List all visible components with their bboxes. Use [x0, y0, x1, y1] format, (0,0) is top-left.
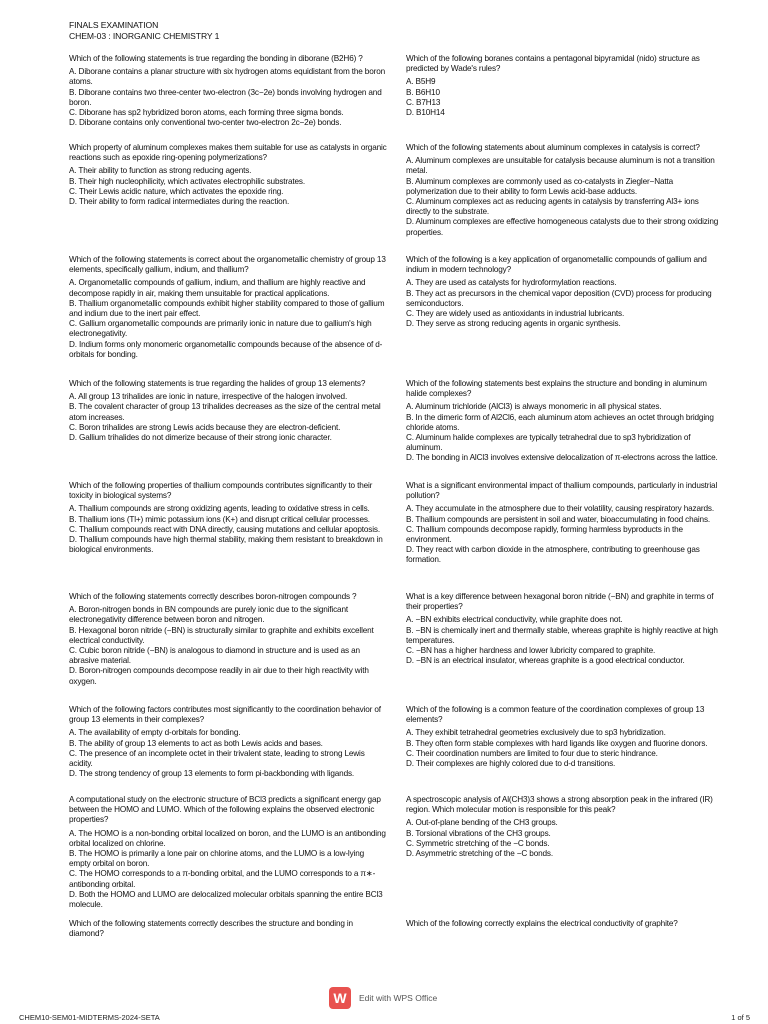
question-block [69, 705, 387, 779]
question-block [69, 255, 387, 360]
answer-option: A. They exhibit tetrahedral geometries exclusively due to sp3 hybridization. [406, 728, 666, 738]
answer-option: C. Diborane has sp2 hybridized boron atoms, each forming three sigma bonds. [69, 108, 344, 118]
answer-option: D. Their ability to form radical intermediates during the reaction. [69, 197, 290, 207]
question-text: Which of the following statements about aluminum complexes in catalysis is correct? [406, 143, 700, 152]
answer-option: B. Aluminum complexes are commonly used as co-catalysts in Ziegler−Natta polymerization due to their ability to form Lewis acid-base adducts. [406, 176, 674, 196]
question-block [406, 481, 724, 566]
question-block [406, 379, 724, 464]
question-block [406, 255, 724, 329]
question-block [406, 592, 724, 666]
footer-page-number: 1 of 5 [731, 1013, 750, 1022]
answer-option: D. Thallium compounds have high thermal stability, making them resistant to breakdown in biological environments. [69, 535, 383, 555]
answer-option: B. Torsional vibrations of the CH3 groups. [406, 828, 551, 838]
question-text: Which of the following statements is correct about the organometallic chemistry of group 13 elements, specifically gallium, indium, and thallium? [69, 255, 386, 275]
answer-option: B. Diborane contains two three-center two-electron (3c−2e) bonds involving hydrogen and boron. [69, 87, 382, 107]
answer-option: C. Their coordination numbers are limited to four due to steric hindrance. [406, 748, 658, 758]
answer-option: D. The strong tendency of group 13 elements to form pi-backbonding with ligands. [69, 769, 355, 779]
question-text: Which of the following statements correctly describes boron-nitrogen compounds ? [69, 592, 357, 601]
question-text: Which of the following correctly explains the electrical conductivity of graphite? [406, 919, 678, 928]
answer-option: D. B10H14 [406, 108, 445, 118]
question-block [69, 919, 387, 942]
question-text: Which of the following is a common feature of the coordination complexes of group 13 elements? [406, 705, 705, 725]
answer-option: B. B6H10 [406, 87, 440, 97]
answer-option: A. Aluminum trichloride (AlCl3) is always monomeric in all physical states. [406, 402, 662, 412]
answer-option: C. Thallium compounds decompose rapidly, forming harmless byproducts in the environment. [406, 524, 683, 545]
answer-option: D. Indium forms only monomeric organometallic compounds because of the absence of d-orbitals for bonding. [69, 339, 383, 359]
answer-option: C. Cubic boron nitride (−BN) is analogous to diamond in structure and is used as an abrasive material. [69, 646, 360, 666]
question-text: Which of the following statements correctly describes the structure and bonding in diamond? [69, 919, 353, 939]
answer-option: A. Boron-nitrogen bonds in BN compounds are purely ionic due to the significant electronegativity difference between boron and nitrogen. [69, 605, 348, 625]
question-text: Which of the following statements is true regarding the bonding in diborane (B2H6) ? [69, 54, 363, 63]
question-text: Which of the following is a key application of organometallic compounds of gallium and indium in modern technology? [406, 255, 707, 275]
answer-option: C. Aluminum halide complexes are typically tetrahedral due to sp3 hybridization of aluminum. [406, 433, 691, 453]
answer-option: A. They are used as catalysts for hydroformylation reactions. [406, 278, 617, 288]
answer-option: B. The covalent character of group 13 trihalides decreases as the size of the central metal atom increases. [69, 402, 381, 422]
question-block [69, 379, 387, 443]
exam-title: FINALS EXAMINATION [69, 20, 159, 30]
answer-option: B. In the dimeric form of Al2Cl6, each aluminum atom achieves an octet through bridging chloride atoms. [406, 412, 714, 432]
answer-option: B. Thallium ions (Tl+) mimic potassium ions (K+) and disrupt critical cellular processes. [69, 514, 370, 524]
wps-logo-icon: W [329, 987, 351, 1009]
answer-option: A. Aluminum complexes are unsuitable for catalysis because aluminum is not a transition metal. [406, 156, 715, 176]
answer-option: D. The bonding in AlCl3 involves extensive delocalization of π-electrons across the lattice. [406, 453, 718, 463]
answer-option: D. They react with carbon dioxide in the atmosphere, contributing to greenhouse gas formation. [406, 545, 700, 565]
answer-option: A. The HOMO is a non-bonding orbital localized on boron, and the LUMO is an antibonding orbital localized on chlorine. [69, 828, 386, 848]
answer-option: C. Boron trihalides are strong Lewis acids because they are electron-deficient. [69, 422, 341, 432]
answer-option: B. They act as precursors in the chemical vapor deposition (CVD) process for producing semiconductors. [406, 288, 712, 308]
question-block [69, 592, 387, 687]
question-block [69, 54, 387, 128]
answer-option: B. Hexagonal boron nitride (−BN) is structurally similar to graphite and exhibits excellent electrical conductivity. [69, 625, 374, 645]
answer-option: A. They accumulate in the atmosphere due to their volatility, causing respiratory hazards. [406, 504, 714, 514]
answer-option: C. The presence of an incomplete octet in their trivalent state, leading to strong Lewis acidity. [69, 748, 365, 769]
question-text: Which of the following statements is true regarding the halides of group 13 elements? [69, 379, 366, 388]
answer-option: C. B7H13 [406, 97, 441, 107]
answer-option: D. Diborane contains only conventional two-center two-electron 2c−2e) bonds. [69, 118, 342, 128]
question-block [406, 54, 724, 118]
question-block [406, 919, 724, 932]
question-text: Which property of aluminum complexes makes them suitable for use as catalysts in organic reactions such as epoxide ring-opening polymerizations? [69, 143, 387, 163]
answer-option: A. Their ability to function as strong reducing agents. [69, 166, 252, 176]
answer-option: C. Aluminum complexes act as reducing agents in catalysis by transferring Al3+ ions directly to the substrate. [406, 197, 699, 217]
answer-option: C. Thallium compounds react with DNA directly, causing mutations and cellular apoptosis. [69, 524, 380, 534]
question-text: Which of the following properties of thallium compounds contributes significantly to their toxicity in biological systems? [69, 481, 373, 501]
answer-option: C. They are widely used as antioxidants in industrial lubricants. [406, 309, 625, 319]
question-block [69, 143, 387, 207]
answer-option: D. Asymmetric stretching of the −C bonds. [406, 849, 553, 859]
question-block [69, 481, 387, 555]
answer-option: B. The HOMO is primarily a lone pair on chlorine atoms, and the LUMO is a low-lying empty orbital on boron. [69, 849, 365, 869]
course-title: CHEM-03 : INORGANIC CHEMISTRY 1 [69, 31, 220, 41]
answer-option: B. Thallium compounds are persistent in soil and water, bioaccumulating in food chains. [406, 514, 711, 524]
answer-option: D. −BN is an electrical insulator, whereas graphite is a good electrical conductor. [406, 656, 685, 666]
answer-option: B. They often form stable complexes with hard ligands like oxygen and fluorine donors. [406, 738, 708, 748]
answer-option: A. −BN exhibits electrical conductivity, while graphite does not. [406, 615, 623, 625]
answer-option: D. They serve as strong reducing agents in organic synthesis. [406, 319, 621, 329]
question-text: What is a key difference between hexagonal boron nitride (−BN) and graphite in terms of their properties? [406, 592, 714, 612]
answer-option: B. Their high nucleophilicity, which activates electrophilic substrates. [69, 176, 306, 186]
answer-option: A. Out-of-plane bending of the CH3 groups. [406, 818, 558, 828]
wps-edit-bar[interactable] [329, 987, 437, 1009]
answer-option: A. Thallium compounds are strong oxidizing agents, leading to oxidative stress in cells. [69, 504, 370, 514]
answer-option: C. −BN has a higher hardness and lower lubricity compared to graphite. [406, 646, 656, 656]
answer-option: D. Boron-nitrogen compounds decompose readily in air due to their high reactivity with oxygen. [69, 666, 369, 686]
answer-option: D. Their complexes are highly colored due to d-d transitions. [406, 759, 616, 769]
answer-option: A. Diborane contains a planar structure with six hydrogen atoms equidistant from the boron atoms. [69, 67, 385, 87]
question-text: A spectroscopic analysis of Al(CH3)3 shows a strong absorption peak in the infrared (IR) region. Which molecular motion is responsible for this peak? [406, 795, 713, 815]
answer-option: A. All group 13 trihalides are ionic in nature, irrespective of the halogen involved. [69, 392, 348, 402]
answer-option: C. Gallium organometallic compounds are primarily ionic in nature due to gallium's high electronegativity. [69, 319, 372, 339]
answer-option: B. Thallium organometallic compounds exhibit higher stability compared to those of gallium and indium due to the inert pair effect. [69, 298, 385, 319]
answer-option: B. The ability of group 13 elements to act as both Lewis acids and bases. [69, 738, 323, 748]
exam-header [69, 20, 219, 42]
answer-option: C. The HOMO corresponds to a π-bonding orbital, and the LUMO corresponds to a π∗-antibonding orbital. [69, 869, 376, 889]
question-block [406, 795, 724, 859]
answer-option: A. Organometallic compounds of gallium, indium, and thallium are highly reactive and decompose rapidly in air, making them unsuitable for practical applications. [69, 278, 366, 298]
question-text: A computational study on the electronic structure of BCl3 predicts a significant energy gap between the HOMO and LUMO. Which of the following explains the observed electronic properties? [69, 795, 381, 825]
answer-option: D. Both the HOMO and LUMO are delocalized molecular orbitals spanning the entire BCl3 molecule. [69, 889, 383, 910]
question-text: Which of the following boranes contains a pentagonal bipyramidal (nido) structure as predicted by Wade's rules? [406, 54, 700, 74]
question-text: What is a significant environmental impact of thallium compounds, particularly in industrial pollution? [406, 481, 718, 501]
answer-option: D. Gallium trihalides do not dimerize because of their strong ionic character. [69, 433, 332, 443]
answer-option: C. Their Lewis acidic nature, which activates the epoxide ring. [69, 186, 284, 196]
footer-document-code: CHEM10-SEM01-MIDTERMS-2024-SETA [19, 1013, 160, 1022]
question-text: Which of the following factors contributes most significantly to the coordination behavior of group 13 elements in their complexes? [69, 705, 381, 725]
answer-option: A. The availability of empty d-orbitals for bonding. [69, 728, 241, 738]
answer-option: D. Aluminum complexes are effective homogeneous catalysts due to their strong oxidizing properties. [406, 217, 719, 237]
question-block [69, 795, 387, 910]
question-block [406, 143, 724, 238]
answer-option: B. −BN is chemically inert and thermally stable, whereas graphite is highly reactive at high temperatures. [406, 625, 718, 645]
wps-edit-label[interactable]: Edit with WPS Office [359, 993, 438, 1003]
question-text: Which of the following statements best explains the structure and bonding in aluminum halide complexes? [406, 379, 707, 399]
answer-option: C. Symmetric stretching of the −C bonds. [406, 838, 550, 848]
answer-option: A. B5H9 [406, 77, 436, 87]
question-block [406, 705, 724, 769]
